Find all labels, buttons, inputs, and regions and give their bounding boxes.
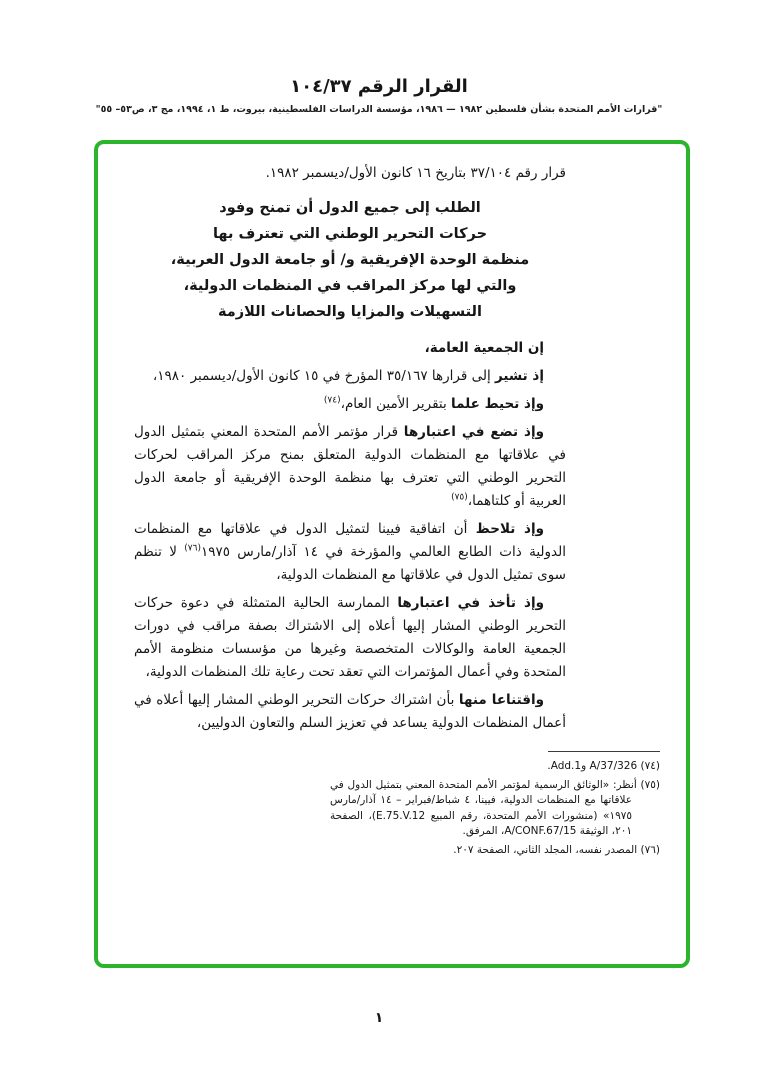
footnote xyxy=(330,778,660,840)
footnote-divider xyxy=(548,751,660,752)
paragraph-text: بتقرير الأمين العام، xyxy=(340,396,452,412)
paragraph-text: أن اتفاقية فيينا لتمثيل الدول في علاقاتها مع المنظمات الدولية ذات الطابع العالمي والمؤرخة في ١٤ آذار/مارس ١٩٧٥ xyxy=(134,521,566,560)
paragraph-text: قرار مؤتمر الأمم المتحدة المعني بتمثيل الدول في علاقاتها مع المنظمات الدولية المتعلق بمنح مركز المراقب لحركات التحرير الوطني التي تعترف بها منظمة الوحدة الإفريقية أو جامعة الدول العربية أو كلتاهما، xyxy=(134,424,566,509)
paragraph-text: لا تنظم سوى تمثيل الدول في علاقاتها مع المنظمات الدولية، xyxy=(134,544,566,583)
source-citation: "قرارات الأمم المتحدة بشأن فلسطين ١٩٨٢ — ١٩٨٦، مؤسسة الدراسات الفلسطينية، بيروت، ط ١، ١٩٩٤، مج ٣، ص٥٣– ٥٥" xyxy=(95,104,663,115)
paragraph-lead: وإذ تحيط علما xyxy=(451,396,544,412)
body-paragraph xyxy=(134,518,566,587)
footnote-text: A/37/326 وAdd.1. xyxy=(547,760,638,772)
body-paragraph xyxy=(134,337,566,360)
resolution-heading-line: الطلب إلى جميع الدول أن تمنح وفود xyxy=(219,200,481,216)
paragraph-lead: إذ تشير xyxy=(495,368,544,384)
paragraph-lead: وإذ تأخذ في اعتبارها xyxy=(397,595,544,611)
footnote xyxy=(330,843,660,859)
footnote-ref: (٧٥) xyxy=(451,492,468,503)
resolution-frame xyxy=(94,140,690,968)
resolution-heading-line: التسهيلات والمزايا والحصانات اللازمة xyxy=(218,304,482,320)
paragraph-lead: واقتناعا منها xyxy=(458,692,544,708)
document-title: القرار الرقم ١٠٤/٣٧ xyxy=(290,76,468,97)
resolution-body xyxy=(98,162,686,735)
footnote xyxy=(330,759,660,775)
body-paragraph xyxy=(134,393,566,416)
resolution-heading-line: حركات التحرير الوطني التي تعترف بها xyxy=(212,226,488,242)
footnote-ref: (٧٦) xyxy=(184,543,201,554)
paragraph-lead: وإذ تلاحظ xyxy=(475,521,544,537)
body-paragraph xyxy=(134,421,566,513)
resolution-title-block xyxy=(134,195,566,325)
footnote-ref: (٧٤) xyxy=(323,395,341,406)
footnotes-section xyxy=(330,751,660,858)
paragraph-text: بأن اشتراك حركات التحرير الوطني المشار إليها أعلاه في أعمال المنظمات الدولية يساعد في تعزيز السلم والتعاون الدوليين، xyxy=(134,692,566,731)
document-header xyxy=(0,0,758,115)
footnote-marker: (٧٥) xyxy=(640,778,661,791)
paragraph-text: الممارسة الحالية المتمثلة في دعوة حركات التحرير الوطني المشار إليها أعلاه إلى الاشتراك بصفة مراقب في دورات الجمعية العامة والوكالات المتخصصة وغيرها من مؤسسات منظومة الأمم المتحدة وفي أعمال المؤتمرات التي تعقد تحت رعاية تلك المنظمات الدولية، xyxy=(134,595,566,680)
paragraph-lead: وإذ تضع في اعتبارها xyxy=(403,424,544,440)
page-number: ١ xyxy=(374,1010,384,1026)
paragraph-lead: إن الجمعية العامة، xyxy=(424,340,544,356)
footnote-text: أنظر: «الوثائق الرسمية لمؤتمر الأمم المتحدة المعني بتمثيل الدول في علاقاتها مع المنظمات الدولية، فيينا، ٤ شباط/فبراير – ١٤ آذار/مارس ١٩٧٥» (منشورات الأمم المتحدة، رقم المبيع E.75.V.12)، الصفحة ٢٠١، الوثيقة A/CONF.67/15، المرفق. xyxy=(330,778,637,837)
resolution-heading-line: منظمة الوحدة الإفريقية و/ أو جامعة الدول العربية، xyxy=(170,252,530,268)
footnote-text: المصدر نفسه، المجلد الثاني، الصفحة ٢٠٧. xyxy=(453,843,638,856)
footnote-marker: (٧٦) xyxy=(640,843,660,856)
body-paragraph xyxy=(134,592,566,684)
body-paragraph xyxy=(134,365,566,388)
paragraph-text: إلى قرارها ٣٥/١٦٧ المؤرخ في ١٥ كانون الأول/ديسمبر ١٩٨٠، xyxy=(152,368,496,384)
resolution-date-line: قرار رقم ٣٧/١٠٤ بتاريخ ١٦ كانون الأول/ديسمبر ١٩٨٢. xyxy=(265,165,566,181)
footnote-marker: (٧٤) xyxy=(640,760,660,772)
resolution-heading-line: والتي لها مركز المراقب في المنظمات الدولية، xyxy=(183,278,517,294)
body-paragraph xyxy=(134,689,566,735)
